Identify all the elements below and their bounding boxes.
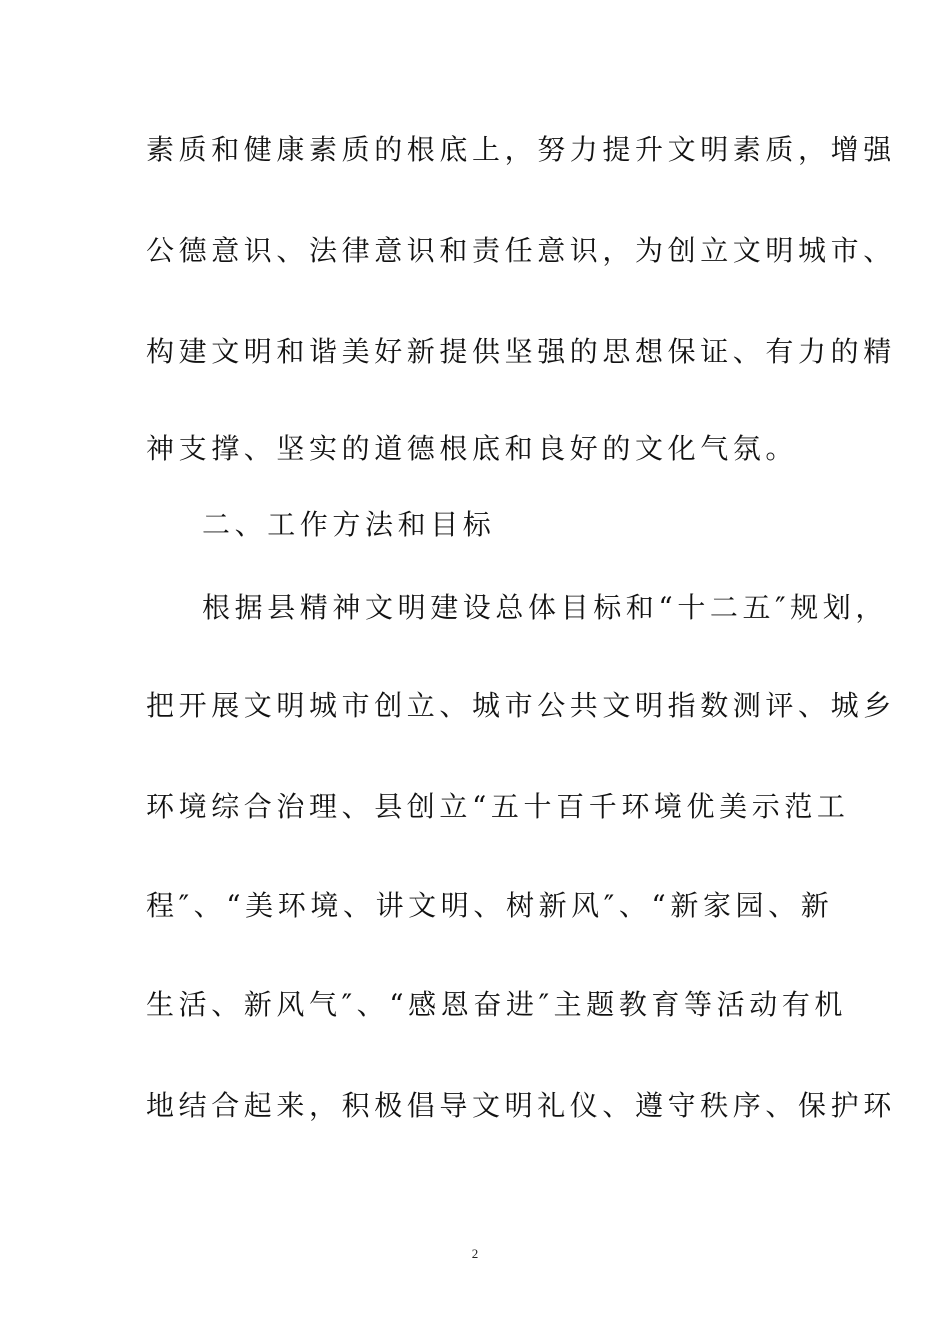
paragraph-line-1: 素质和健康素质的根底上，努力提升文明素质，增强 [146, 133, 896, 166]
paragraph-line-6: 把开展文明城市创立、城市公共文明指数测评、城乡 [146, 689, 896, 722]
paragraph-line-10: 地结合起来，积极倡导文明礼仪、遵守秩序、保护环 [146, 1089, 896, 1122]
paragraph-line-3: 构建文明和谐美好新提供坚强的思想保证、有力的精 [146, 335, 896, 368]
paragraph-line-2: 公德意识、法律意识和责任意识，为创立文明城市、 [146, 234, 896, 267]
paragraph-line-7: 环境综合治理、县创立“五十百千环境优美示范工 [146, 790, 850, 823]
paragraph-line-9: 生活、新风气″、“感恩奋进″主题教育等活动有机 [146, 988, 848, 1021]
paragraph-line-4: 神支撑、坚实的道德根底和良好的文化气氛。 [146, 432, 799, 465]
paragraph-line-8: 程″、“美环境、讲文明、树新风″、“新家园、新 [146, 889, 834, 922]
paragraph-line-5: 根据县精神文明建设总体目标和“十二五″规划， [202, 591, 888, 624]
page-number: 2 [471, 1246, 479, 1261]
section-heading: 二、工作方法和目标 [202, 508, 496, 541]
